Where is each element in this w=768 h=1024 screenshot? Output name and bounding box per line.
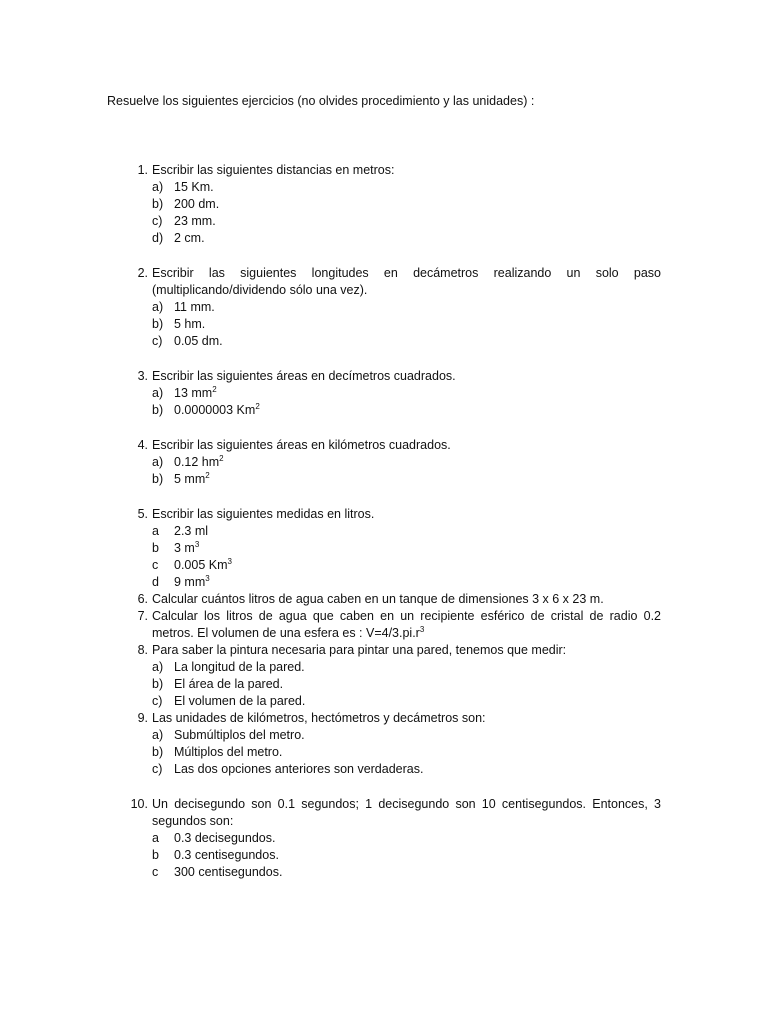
exercise-text: Un decisegundo son 0.1 segundos; 1 decisegundo son 10 centisegundos. Entonces, 3 segundos son: — [152, 797, 661, 828]
option-text: 0.3 centisegundos. — [174, 848, 279, 862]
option-text: 15 Km. — [174, 180, 214, 194]
exponent: 3 — [194, 540, 200, 549]
exercise-1 — [120, 162, 661, 247]
option-text: El volumen de la pared. — [174, 694, 306, 708]
option-marker: b) — [152, 317, 164, 331]
option — [152, 744, 661, 761]
option — [152, 523, 661, 540]
exercise-number: 5. — [137, 507, 148, 521]
exercise-number: 1. — [137, 163, 148, 177]
exercise-text: Las unidades de kilómetros, hectómetros y decámetros son: — [152, 711, 486, 725]
exercise-text: Escribir las siguientes distancias en metros: — [152, 163, 395, 177]
option-text: 0.005 Km — [174, 558, 228, 572]
option — [152, 299, 661, 316]
exercise-2 — [120, 265, 661, 350]
option — [152, 196, 661, 213]
exercise-6 — [120, 591, 661, 608]
option-marker: b) — [152, 197, 164, 211]
option — [152, 761, 661, 778]
option-text: 2 cm. — [174, 231, 205, 245]
option — [152, 454, 661, 471]
option — [152, 333, 661, 350]
option — [152, 727, 661, 744]
option-marker: b — [152, 848, 159, 862]
option — [152, 693, 661, 710]
exercise-number: 7. — [137, 609, 148, 623]
option-text: 5 mm — [174, 472, 206, 486]
option — [152, 213, 661, 230]
option-text: 0.3 decisegundos. — [174, 831, 276, 845]
exponent: 2 — [255, 402, 260, 411]
exercise-text: Escribir las siguientes áreas en decímetros cuadrados. — [152, 369, 456, 383]
option-marker: a) — [152, 300, 164, 314]
exercise-number: 9. — [137, 711, 148, 725]
exponent: 2 — [205, 471, 210, 480]
exercise-number: 3. — [137, 369, 148, 383]
option-text: Las dos opciones anteriores son verdaderas. — [174, 762, 424, 776]
option-marker: c) — [152, 694, 163, 708]
option-marker: b) — [152, 403, 164, 417]
option-marker: c) — [152, 214, 163, 228]
option-text: 5 hm. — [174, 317, 206, 331]
exercise-7 — [120, 608, 661, 642]
exercise-text: Escribir las siguientes longitudes en decámetros realizando un solo paso (multiplicando/dividendo sólo una vez). — [152, 266, 661, 297]
option — [152, 574, 661, 591]
option-marker: c) — [152, 762, 163, 776]
option-marker: b — [152, 541, 159, 555]
option-marker: d — [152, 575, 159, 589]
option — [152, 557, 661, 574]
exercise-number: 8. — [137, 643, 148, 657]
option — [152, 864, 661, 881]
option-text: Submúltiplos del metro. — [174, 728, 305, 742]
option — [152, 847, 661, 864]
exercise-text: Calcular cuántos litros de agua caben en un tanque de dimensiones 3 x 6 x 23 m. — [152, 592, 604, 606]
exercise-9 — [120, 710, 661, 778]
option-marker: a) — [152, 660, 164, 674]
instructions: Resuelve los siguientes ejercicios (no olvides procedimiento y las unidades) : — [107, 94, 535, 108]
exercise-text: Escribir las siguientes áreas en kilómetros cuadrados. — [152, 438, 451, 452]
option — [152, 385, 661, 402]
option-text: 300 centisegundos. — [174, 865, 283, 879]
option-marker: a) — [152, 455, 164, 469]
option-marker: b) — [152, 745, 164, 759]
option-marker: a — [152, 831, 159, 845]
exercise-text: Para saber la pintura necesaria para pintar una pared, tenemos que medir: — [152, 643, 567, 657]
option-text: 11 mm. — [174, 300, 215, 314]
option-marker: a) — [152, 386, 164, 400]
option — [152, 659, 661, 676]
option-marker: c — [152, 865, 159, 879]
option-text: 0.12 hm — [174, 455, 220, 469]
option-marker: b) — [152, 472, 164, 486]
option-text: 3 m — [174, 541, 195, 555]
option-text: 200 dm. — [174, 197, 220, 211]
option-text: 23 mm. — [174, 214, 216, 228]
option-marker: c) — [152, 334, 163, 348]
option — [152, 471, 661, 488]
exercise-number: 4. — [137, 438, 148, 452]
option-marker: a) — [152, 728, 164, 742]
exercise-text: Calcular los litros de agua que caben en un recipiente esférico de cristal de radio 0.2 metros. El volumen de una esfera es : V=4/3.pi.r — [152, 609, 661, 640]
exercise-8 — [120, 642, 661, 710]
option-marker: a — [152, 524, 159, 538]
option-text: El área de la pared. — [174, 677, 284, 691]
exercise-text-wrap — [152, 608, 661, 642]
option-marker: c — [152, 558, 159, 572]
exercise-list — [120, 162, 661, 881]
exponent: 2 — [219, 454, 224, 463]
option-text: 2.3 ml — [174, 524, 209, 538]
option-text: La longitud de la pared. — [174, 660, 305, 674]
exponent: 3 — [419, 625, 425, 634]
option-text: 0.05 dm. — [174, 334, 223, 348]
option-marker: b) — [152, 677, 164, 691]
option — [152, 830, 661, 847]
exponent: 3 — [205, 574, 210, 583]
exercise-number: 6. — [137, 592, 148, 606]
exercise-text: Escribir las siguientes medidas en litros. — [152, 507, 375, 521]
option-text: 13 mm — [174, 386, 213, 400]
option-text: 9 mm — [174, 575, 206, 589]
exercise-3 — [120, 368, 661, 419]
option — [152, 676, 661, 693]
exercise-number: 10. — [130, 797, 148, 811]
option — [152, 179, 661, 196]
exercise-4 — [120, 437, 661, 488]
option-text: 0.0000003 Km — [174, 403, 256, 417]
exercise-10 — [120, 796, 661, 881]
option-marker: a) — [152, 180, 164, 194]
exercise-5 — [120, 506, 661, 591]
option — [152, 230, 661, 247]
option — [152, 540, 661, 557]
exponent: 3 — [227, 557, 232, 566]
option-marker: d) — [152, 231, 164, 245]
option — [152, 316, 661, 333]
option-text: Múltiplos del metro. — [174, 745, 283, 759]
exercise-number: 2. — [137, 266, 148, 280]
exponent: 2 — [212, 385, 217, 394]
option — [152, 402, 661, 419]
